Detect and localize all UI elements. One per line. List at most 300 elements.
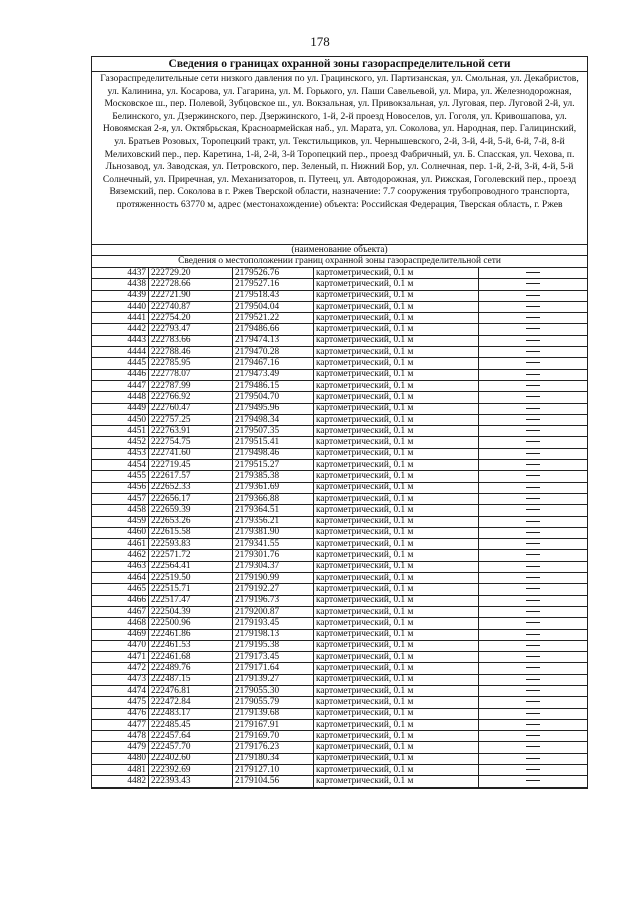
coordinate-x: 222615.58 — [149, 527, 233, 538]
dash-mark — [526, 385, 540, 386]
coordinate-y: 2179055.79 — [233, 697, 314, 708]
empty-value-cell — [479, 742, 588, 753]
empty-value-cell — [479, 618, 588, 629]
dash-mark — [526, 521, 540, 522]
coordinate-x: 222402.60 — [149, 753, 233, 764]
coordinate-y: 2179486.15 — [233, 380, 314, 391]
dash-mark — [526, 498, 540, 499]
coordinate-y: 2179196.73 — [233, 595, 314, 606]
coordinate-x: 222778.07 — [149, 369, 233, 380]
empty-value-cell — [479, 414, 588, 425]
point-number: 4472 — [92, 663, 149, 674]
dash-mark — [526, 588, 540, 589]
table-row — [92, 640, 587, 651]
table-row — [92, 369, 587, 380]
coordinate-x: 222517.47 — [149, 595, 233, 606]
table-row — [92, 437, 587, 448]
point-number: 4452 — [92, 437, 149, 448]
empty-value-cell — [479, 279, 588, 290]
coordinate-y: 2179381.90 — [233, 527, 314, 538]
table-row — [92, 573, 587, 584]
coordinates-body — [92, 268, 587, 787]
coordinates-table — [92, 268, 587, 788]
point-number: 4466 — [92, 595, 149, 606]
determination-method: картометрический, 0.1 м — [314, 392, 479, 403]
coordinate-y: 2179198.13 — [233, 629, 314, 640]
table-row — [92, 482, 587, 493]
coordinate-x: 222392.69 — [149, 765, 233, 776]
point-number: 4480 — [92, 753, 149, 764]
determination-method: картометрический, 0.1 м — [314, 313, 479, 324]
empty-value-cell — [479, 753, 588, 764]
dash-mark — [526, 441, 540, 442]
coordinate-y: 2179190.99 — [233, 573, 314, 584]
table-row — [92, 765, 587, 776]
point-number: 4438 — [92, 279, 149, 290]
dash-mark — [526, 543, 540, 544]
coordinate-y: 2179169.70 — [233, 731, 314, 742]
dash-mark — [526, 419, 540, 420]
dash-mark — [526, 577, 540, 578]
determination-method: картометрический, 0.1 м — [314, 765, 479, 776]
location-caption: Сведения о местоположении границ охранной зоны газораспределительной сети — [92, 256, 587, 268]
point-number: 4443 — [92, 335, 149, 346]
coordinate-x: 222593.83 — [149, 539, 233, 550]
empty-value-cell — [479, 482, 588, 493]
point-number: 4464 — [92, 573, 149, 584]
point-number: 4441 — [92, 313, 149, 324]
coordinate-x: 222461.86 — [149, 629, 233, 640]
coordinate-y: 2179104.56 — [233, 776, 314, 787]
empty-value-cell — [479, 652, 588, 663]
table-row — [92, 595, 587, 606]
table-row — [92, 674, 587, 685]
determination-method: картометрический, 0.1 м — [314, 753, 479, 764]
empty-value-cell — [479, 595, 588, 606]
coordinate-x: 222515.71 — [149, 584, 233, 595]
dash-mark — [526, 566, 540, 567]
determination-method: картометрический, 0.1 м — [314, 584, 479, 595]
table-row — [92, 426, 587, 437]
coordinate-x: 222519.50 — [149, 573, 233, 584]
dash-mark — [526, 611, 540, 612]
dash-mark — [526, 340, 540, 341]
empty-value-cell — [479, 719, 588, 730]
determination-method: картометрический, 0.1 м — [314, 460, 479, 471]
empty-value-cell — [479, 313, 588, 324]
dash-mark — [526, 396, 540, 397]
empty-value-cell — [479, 663, 588, 674]
coordinate-y: 2179504.70 — [233, 392, 314, 403]
coordinate-y: 2179495.96 — [233, 403, 314, 414]
coordinate-x: 222489.76 — [149, 663, 233, 674]
coordinate-y: 2179515.41 — [233, 437, 314, 448]
table-row — [92, 753, 587, 764]
determination-method: картометрический, 0.1 м — [314, 426, 479, 437]
table-row — [92, 742, 587, 753]
dash-mark — [526, 600, 540, 601]
point-number: 4476 — [92, 708, 149, 719]
determination-method: картометрический, 0.1 м — [314, 403, 479, 414]
coordinate-x: 222788.46 — [149, 347, 233, 358]
determination-method: картометрический, 0.1 м — [314, 550, 479, 561]
empty-value-cell — [479, 674, 588, 685]
table-row — [92, 731, 587, 742]
empty-value-cell — [479, 471, 588, 482]
coordinate-x: 222729.20 — [149, 268, 233, 279]
dash-mark — [526, 306, 540, 307]
empty-value-cell — [479, 731, 588, 742]
table-row — [92, 380, 587, 391]
coordinate-x: 222783.66 — [149, 335, 233, 346]
table-row — [92, 279, 587, 290]
point-number: 4465 — [92, 584, 149, 595]
coordinate-x: 222653.26 — [149, 516, 233, 527]
determination-method: картометрический, 0.1 м — [314, 290, 479, 301]
point-number: 4468 — [92, 618, 149, 629]
coordinate-x: 222656.17 — [149, 493, 233, 504]
empty-value-cell — [479, 347, 588, 358]
empty-value-cell — [479, 392, 588, 403]
point-number: 4459 — [92, 516, 149, 527]
point-number: 4451 — [92, 426, 149, 437]
table-row — [92, 448, 587, 459]
dash-mark — [526, 735, 540, 736]
table-row — [92, 471, 587, 482]
coordinate-x: 222476.81 — [149, 685, 233, 696]
coordinate-x: 222571.72 — [149, 550, 233, 561]
table-row — [92, 460, 587, 471]
determination-method: картометрический, 0.1 м — [314, 697, 479, 708]
empty-value-cell — [479, 301, 588, 312]
table-row — [92, 550, 587, 561]
determination-method: картометрический, 0.1 м — [314, 629, 479, 640]
determination-method: картометрический, 0.1 м — [314, 595, 479, 606]
table-row — [92, 493, 587, 504]
coordinate-x: 222485.45 — [149, 719, 233, 730]
dash-mark — [526, 679, 540, 680]
coordinate-y: 2179304.37 — [233, 561, 314, 572]
coordinate-x: 222760.47 — [149, 403, 233, 414]
dash-mark — [526, 746, 540, 747]
coordinate-x: 222461.53 — [149, 640, 233, 651]
point-number: 4446 — [92, 369, 149, 380]
table-row — [92, 347, 587, 358]
coordinate-y: 2179521.22 — [233, 313, 314, 324]
empty-value-cell — [479, 539, 588, 550]
empty-value-cell — [479, 369, 588, 380]
empty-value-cell — [479, 493, 588, 504]
empty-value-cell — [479, 765, 588, 776]
empty-value-cell — [479, 358, 588, 369]
dash-mark — [526, 713, 540, 714]
coordinate-x: 222754.75 — [149, 437, 233, 448]
point-number: 4463 — [92, 561, 149, 572]
coordinate-x: 222763.91 — [149, 426, 233, 437]
table-row — [92, 505, 587, 516]
empty-value-cell — [479, 460, 588, 471]
coordinate-y: 2179200.87 — [233, 606, 314, 617]
coordinate-y: 2179366.88 — [233, 493, 314, 504]
coordinate-y: 2179180.34 — [233, 753, 314, 764]
coordinate-y: 2179176.23 — [233, 742, 314, 753]
table-row — [92, 708, 587, 719]
determination-method: картометрический, 0.1 м — [314, 380, 479, 391]
point-number: 4449 — [92, 403, 149, 414]
coordinate-y: 2179486.66 — [233, 324, 314, 335]
coordinate-x: 222461.68 — [149, 652, 233, 663]
table-row — [92, 290, 587, 301]
point-number: 4478 — [92, 731, 149, 742]
determination-method: картометрический, 0.1 м — [314, 324, 479, 335]
determination-method: картометрический, 0.1 м — [314, 708, 479, 719]
coordinate-y: 2179498.46 — [233, 448, 314, 459]
point-number: 4473 — [92, 674, 149, 685]
point-number: 4482 — [92, 776, 149, 787]
coordinate-y: 2179498.34 — [233, 414, 314, 425]
dash-mark — [526, 351, 540, 352]
determination-method: картометрический, 0.1 м — [314, 335, 479, 346]
empty-value-cell — [479, 708, 588, 719]
point-number: 4440 — [92, 301, 149, 312]
dash-mark — [526, 554, 540, 555]
empty-value-cell — [479, 629, 588, 640]
coordinate-y: 2179171.64 — [233, 663, 314, 674]
coordinate-y: 2179515.27 — [233, 460, 314, 471]
coordinate-y: 2179139.27 — [233, 674, 314, 685]
dash-mark — [526, 656, 540, 657]
point-number: 4447 — [92, 380, 149, 391]
coordinate-x: 222483.17 — [149, 708, 233, 719]
empty-value-cell — [479, 505, 588, 516]
table-row — [92, 301, 587, 312]
coordinate-x: 222766.92 — [149, 392, 233, 403]
coordinate-y: 2179341.55 — [233, 539, 314, 550]
empty-value-cell — [479, 697, 588, 708]
determination-method: картометрический, 0.1 м — [314, 640, 479, 651]
table-row — [92, 685, 587, 696]
coordinate-y: 2179473.49 — [233, 369, 314, 380]
dash-mark — [526, 667, 540, 668]
table-row — [92, 584, 587, 595]
empty-value-cell — [479, 268, 588, 279]
coordinate-x: 222785.95 — [149, 358, 233, 369]
determination-method: картометрический, 0.1 м — [314, 731, 479, 742]
determination-method: картометрический, 0.1 м — [314, 505, 479, 516]
page-number: 178 — [310, 34, 330, 49]
empty-value-cell — [479, 640, 588, 651]
table-row — [92, 358, 587, 369]
empty-value-cell — [479, 335, 588, 346]
determination-method: картометрический, 0.1 м — [314, 663, 479, 674]
table-row — [92, 516, 587, 527]
point-number: 4444 — [92, 347, 149, 358]
point-number: 4477 — [92, 719, 149, 730]
determination-method: картометрический, 0.1 м — [314, 573, 479, 584]
dash-mark — [526, 464, 540, 465]
determination-method: картометрический, 0.1 м — [314, 268, 479, 279]
coordinate-x: 222457.70 — [149, 742, 233, 753]
dash-mark — [526, 295, 540, 296]
point-number: 4437 — [92, 268, 149, 279]
point-number: 4457 — [92, 493, 149, 504]
coordinate-y: 2179195.38 — [233, 640, 314, 651]
empty-value-cell — [479, 550, 588, 561]
dash-mark — [526, 645, 540, 646]
point-number: 4471 — [92, 652, 149, 663]
point-number: 4455 — [92, 471, 149, 482]
dash-mark — [526, 430, 540, 431]
coordinate-y: 2179301.76 — [233, 550, 314, 561]
coordinate-x: 222787.99 — [149, 380, 233, 391]
determination-method: картометрический, 0.1 м — [314, 369, 479, 380]
coordinate-y: 2179055.30 — [233, 685, 314, 696]
coordinate-y: 2179474.13 — [233, 335, 314, 346]
coordinate-x: 222754.20 — [149, 313, 233, 324]
section-title: Сведения о границах охранной зоны газораспределительной сети — [92, 57, 587, 72]
coordinate-x: 222741.60 — [149, 448, 233, 459]
coordinate-x: 222728.66 — [149, 279, 233, 290]
empty-value-cell — [479, 448, 588, 459]
dash-mark — [526, 690, 540, 691]
coordinate-y: 2179504.04 — [233, 301, 314, 312]
coordinate-y: 2179507.35 — [233, 426, 314, 437]
coordinate-x: 222504.39 — [149, 606, 233, 617]
coordinate-x: 222659.39 — [149, 505, 233, 516]
empty-value-cell — [479, 584, 588, 595]
boundary-info-table — [91, 56, 588, 789]
dash-mark — [526, 475, 540, 476]
coordinate-y: 2179364.51 — [233, 505, 314, 516]
coordinate-y: 2179467.16 — [233, 358, 314, 369]
coordinate-x: 222757.25 — [149, 414, 233, 425]
coordinate-y: 2179167.91 — [233, 719, 314, 730]
point-number: 4461 — [92, 539, 149, 550]
point-number: 4450 — [92, 414, 149, 425]
coordinate-x: 222487.15 — [149, 674, 233, 685]
dash-mark — [526, 362, 540, 363]
coordinate-x: 222393.43 — [149, 776, 233, 787]
coordinate-x: 222652.33 — [149, 482, 233, 493]
dash-mark — [526, 622, 540, 623]
determination-method: картометрический, 0.1 м — [314, 776, 479, 787]
point-number: 4442 — [92, 324, 149, 335]
table-row — [92, 719, 587, 730]
dash-mark — [526, 272, 540, 273]
determination-method: картометрический, 0.1 м — [314, 347, 479, 358]
determination-method: картометрический, 0.1 м — [314, 719, 479, 730]
point-number: 4462 — [92, 550, 149, 561]
table-row — [92, 392, 587, 403]
point-number: 4454 — [92, 460, 149, 471]
dash-mark — [526, 509, 540, 510]
table-row — [92, 403, 587, 414]
dash-mark — [526, 701, 540, 702]
dash-mark — [526, 758, 540, 759]
table-row — [92, 776, 587, 787]
determination-method: картометрический, 0.1 м — [314, 561, 479, 572]
dash-mark — [526, 328, 540, 329]
table-row — [92, 527, 587, 538]
empty-value-cell — [479, 290, 588, 301]
table-row — [92, 324, 587, 335]
coordinate-x: 222457.64 — [149, 731, 233, 742]
dash-mark — [526, 724, 540, 725]
table-row — [92, 313, 587, 324]
coordinate-y: 2179385.38 — [233, 471, 314, 482]
determination-method: картометрический, 0.1 м — [314, 493, 479, 504]
coordinate-y: 2179518.43 — [233, 290, 314, 301]
determination-method: картометрический, 0.1 м — [314, 652, 479, 663]
determination-method: картометрический, 0.1 м — [314, 527, 479, 538]
empty-value-cell — [479, 437, 588, 448]
determination-method: картометрический, 0.1 м — [314, 482, 479, 493]
coordinate-y: 2179193.45 — [233, 618, 314, 629]
coordinate-x: 222719.45 — [149, 460, 233, 471]
coordinate-x: 222721.90 — [149, 290, 233, 301]
table-row — [92, 663, 587, 674]
coordinate-y: 2179527.16 — [233, 279, 314, 290]
table-row — [92, 652, 587, 663]
coordinate-x: 222564.41 — [149, 561, 233, 572]
point-number: 4475 — [92, 697, 149, 708]
empty-value-cell — [479, 561, 588, 572]
coordinate-x: 222740.87 — [149, 301, 233, 312]
dash-mark — [526, 769, 540, 770]
point-number: 4458 — [92, 505, 149, 516]
empty-value-cell — [479, 324, 588, 335]
determination-method: картометрический, 0.1 м — [314, 685, 479, 696]
empty-value-cell — [479, 527, 588, 538]
determination-method: картометрический, 0.1 м — [314, 437, 479, 448]
empty-value-cell — [479, 380, 588, 391]
table-row — [92, 335, 587, 346]
coordinate-y: 2179470.28 — [233, 347, 314, 358]
point-number: 4469 — [92, 629, 149, 640]
empty-value-cell — [479, 516, 588, 527]
empty-value-cell — [479, 426, 588, 437]
determination-method: картометрический, 0.1 м — [314, 606, 479, 617]
determination-method: картометрический, 0.1 м — [314, 539, 479, 550]
table-row — [92, 268, 587, 279]
determination-method: картометрический, 0.1 м — [314, 471, 479, 482]
point-number: 4453 — [92, 448, 149, 459]
determination-method: картометрический, 0.1 м — [314, 301, 479, 312]
empty-value-cell — [479, 606, 588, 617]
empty-value-cell — [479, 776, 588, 787]
point-number: 4479 — [92, 742, 149, 753]
coordinate-x: 222500.96 — [149, 618, 233, 629]
table-row — [92, 414, 587, 425]
object-name: Газораспределительные сети низкого давления по ул. Грацинского, ул. Партизанская, ул. Смольная, ул. Декабристов, ул. Калинина, ул. Косарова, ул. Гагарина, ул. М. Горького, ул. Паши Савельевой, ул. Мира, ул. Железнодорожная, Московское ш., пер. Полевой, Зубцовское ш., ул. Вокзальная, ул. Привокзальная, ул. Луговая, пер. Луговой 2-й, ул. Белинского, ул. Дзержинского, пер. Дзержинского, 1-й, 2-й проезд Новоселов, ул. Гоголя, ул. Кривошапова, ул. Новоямская 2-я, ул. Октябрьская, Красноармейская наб., ул. Марата, ул. Соколова, ул. Народная, пер. Галицинский, ул. Братьев Розовых, Торопецкий тракт, ул. Текстильщиков, ул. Чернышевского, 2-й, 3-й, 4-й, 5-й, 6-й, 7-й, 8-й Мелиховский пер., пер. Каретина, 1-й, 2-й, 3-й Торопецкий пер., проезд Фабричный, ул. Б. Спасская, ул. Чехова, п. Льнозавод, ул. Заводская, ул. Петровского, пер. Зеленый, п. Нижний Бор, ул. Солнечная, пер. 1-й, 2-й, 3-й, 4-й, 5-й Солнечный, ул. Приречная, ул. Механизаторов, п. Путеец, ул. Автодорожная, ул. Рижская, Гоголевский пер., проезд Вяземский, пер. Соколова в г. Ржев Тверской области, назначение: 7.7 сооружения трубопроводного транспорта, протяженность 63770 м, адрес (местонахождение) объекта: Российская Федерация, Тверская область, г. Ржев — [92, 72, 587, 245]
coordinate-x: 222793.47 — [149, 324, 233, 335]
empty-value-cell — [479, 573, 588, 584]
table-row — [92, 629, 587, 640]
point-number: 4470 — [92, 640, 149, 651]
dash-mark — [526, 634, 540, 635]
point-number: 4448 — [92, 392, 149, 403]
dash-mark — [526, 317, 540, 318]
determination-method: картометрический, 0.1 м — [314, 279, 479, 290]
determination-method: картометрический, 0.1 м — [314, 448, 479, 459]
coordinate-x: 222617.57 — [149, 471, 233, 482]
empty-value-cell — [479, 685, 588, 696]
table-row — [92, 618, 587, 629]
point-number: 4474 — [92, 685, 149, 696]
dash-mark — [526, 374, 540, 375]
coordinate-y: 2179526.76 — [233, 268, 314, 279]
point-number: 4439 — [92, 290, 149, 301]
